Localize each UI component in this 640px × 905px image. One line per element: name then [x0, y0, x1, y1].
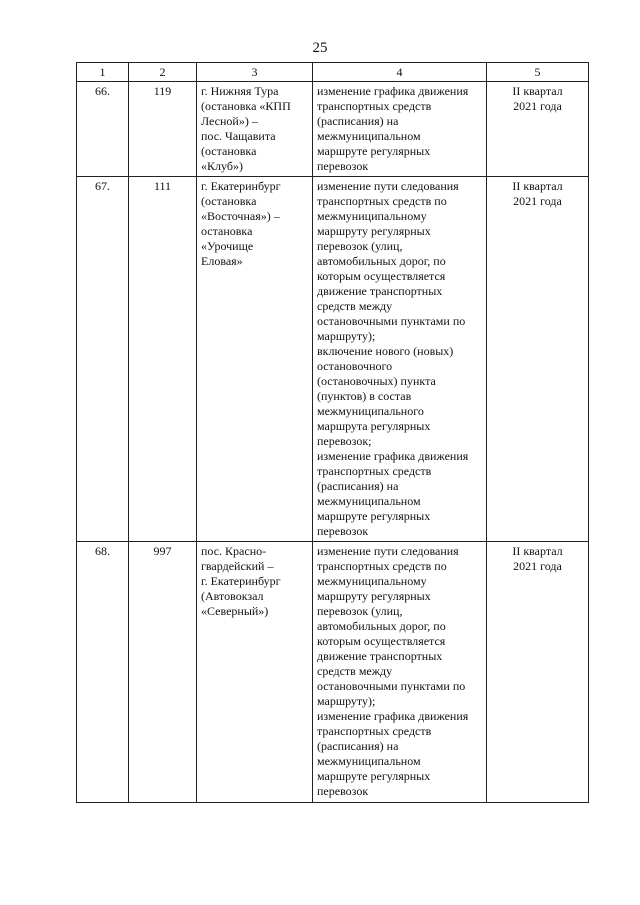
- change-line: движение транспортных: [317, 649, 443, 663]
- change-line: (расписания) на: [317, 114, 399, 128]
- change-line: включение нового (новых): [317, 344, 454, 358]
- change-description-cell: [313, 82, 487, 177]
- change-line: изменение пути следования: [317, 544, 459, 558]
- deadline-line: 2021 года: [513, 194, 562, 208]
- change-line: остановочными пунктами по: [317, 679, 466, 693]
- change-line: маршруту);: [317, 329, 376, 343]
- deadline-line: II квартал: [512, 179, 563, 193]
- change-line: межмуниципальном: [317, 494, 421, 508]
- column-header: 3: [197, 63, 313, 82]
- change-line: перевозок (улиц,: [317, 604, 403, 618]
- row-number-cell: 66.: [77, 82, 129, 177]
- change-line: (пунктов) в состав: [317, 389, 412, 403]
- route-path-line: (остановка: [201, 194, 257, 208]
- deadline-line: II квартал: [512, 544, 563, 558]
- route-path-line: пос. Красно-: [201, 544, 267, 558]
- column-header: 5: [487, 63, 589, 82]
- change-line: межмуниципальному: [317, 209, 427, 223]
- route-path-line: остановка: [201, 224, 253, 238]
- change-line: (расписания) на: [317, 739, 399, 753]
- change-line: транспортных средств: [317, 99, 432, 113]
- change-line: движение транспортных: [317, 284, 443, 298]
- change-line: которым осуществляется: [317, 269, 446, 283]
- route-path-cell: [197, 177, 313, 542]
- route-path-line: «Клуб»): [201, 159, 243, 173]
- row-number-cell: 67.: [77, 177, 129, 542]
- change-line: автомобильных дорог, по: [317, 619, 446, 633]
- change-line: остановочными пунктами по: [317, 314, 466, 328]
- change-line: перевозок: [317, 159, 369, 173]
- change-line: транспортных средств: [317, 464, 432, 478]
- route-path-cell: [197, 542, 313, 803]
- change-line: маршруту регулярных: [317, 224, 431, 238]
- change-line: изменение графика движения: [317, 84, 469, 98]
- change-line: перевозок;: [317, 434, 372, 448]
- route-path-line: (Автовокзал: [201, 589, 264, 603]
- change-line: маршруту регулярных: [317, 589, 431, 603]
- change-line: изменение графика движения: [317, 449, 469, 463]
- change-line: транспортных средств по: [317, 194, 447, 208]
- change-line: маршруте регулярных: [317, 509, 431, 523]
- deadline-line: 2021 года: [513, 559, 562, 573]
- change-line: (остановочных) пункта: [317, 374, 436, 388]
- change-line: межмуниципальном: [317, 129, 421, 143]
- change-line: межмуниципального: [317, 404, 424, 418]
- change-line: транспортных средств по: [317, 559, 447, 573]
- change-line: (расписания) на: [317, 479, 399, 493]
- change-line: изменение пути следования: [317, 179, 459, 193]
- change-line: маршруте регулярных: [317, 769, 431, 783]
- route-path-line: Лесной») –: [201, 114, 258, 128]
- change-line: межмуниципальному: [317, 574, 427, 588]
- change-description-cell: [313, 542, 487, 803]
- change-line: средств между: [317, 299, 393, 313]
- route-number-cell: 119: [129, 82, 197, 177]
- table-row: [77, 542, 589, 803]
- route-path-line: пос. Чащавита: [201, 129, 276, 143]
- table-row: [77, 82, 589, 177]
- column-header: 4: [313, 63, 487, 82]
- change-line: перевозок (улиц,: [317, 239, 403, 253]
- change-line: которым осуществляется: [317, 634, 446, 648]
- route-path-line: Еловая»: [201, 254, 243, 268]
- change-line: межмуниципальном: [317, 754, 421, 768]
- deadline-line: 2021 года: [513, 99, 562, 113]
- page-number: 25: [312, 40, 328, 56]
- route-path-line: гвардейский –: [201, 559, 274, 573]
- row-number-cell: 68.: [77, 542, 129, 803]
- change-line: автомобильных дорог, по: [317, 254, 446, 268]
- change-line: маршруту);: [317, 694, 376, 708]
- change-description-cell: [313, 177, 487, 542]
- change-line: маршруте регулярных: [317, 144, 431, 158]
- route-path-cell: [197, 82, 313, 177]
- route-path-line: г. Екатеринбург: [201, 179, 281, 193]
- change-line: перевозок: [317, 784, 369, 798]
- route-path-line: г. Екатеринбург: [201, 574, 281, 588]
- route-path-line: «Восточная») –: [201, 209, 280, 223]
- deadline-cell: [487, 82, 589, 177]
- route-path-line: «Урочище: [201, 239, 254, 253]
- deadline-line: II квартал: [512, 84, 563, 98]
- change-line: маршрута регулярных: [317, 419, 431, 433]
- route-path-line: г. Нижняя Тура: [201, 84, 279, 98]
- route-number-cell: 111: [129, 177, 197, 542]
- change-line: остановочного: [317, 359, 393, 373]
- change-line: транспортных средств: [317, 724, 432, 738]
- deadline-cell: [487, 177, 589, 542]
- route-number-cell: 997: [129, 542, 197, 803]
- route-path-line: (остановка: [201, 144, 257, 158]
- deadline-cell: [487, 542, 589, 803]
- change-line: средств между: [317, 664, 393, 678]
- table-row: [77, 177, 589, 542]
- route-path-line: «Северный»): [201, 604, 269, 618]
- column-header: 1: [77, 63, 129, 82]
- table-header-row: [77, 63, 589, 82]
- route-path-line: (остановка «КПП: [201, 99, 291, 113]
- routes-table: [76, 62, 589, 803]
- column-header: 2: [129, 63, 197, 82]
- change-line: перевозок: [317, 524, 369, 538]
- change-line: изменение графика движения: [317, 709, 469, 723]
